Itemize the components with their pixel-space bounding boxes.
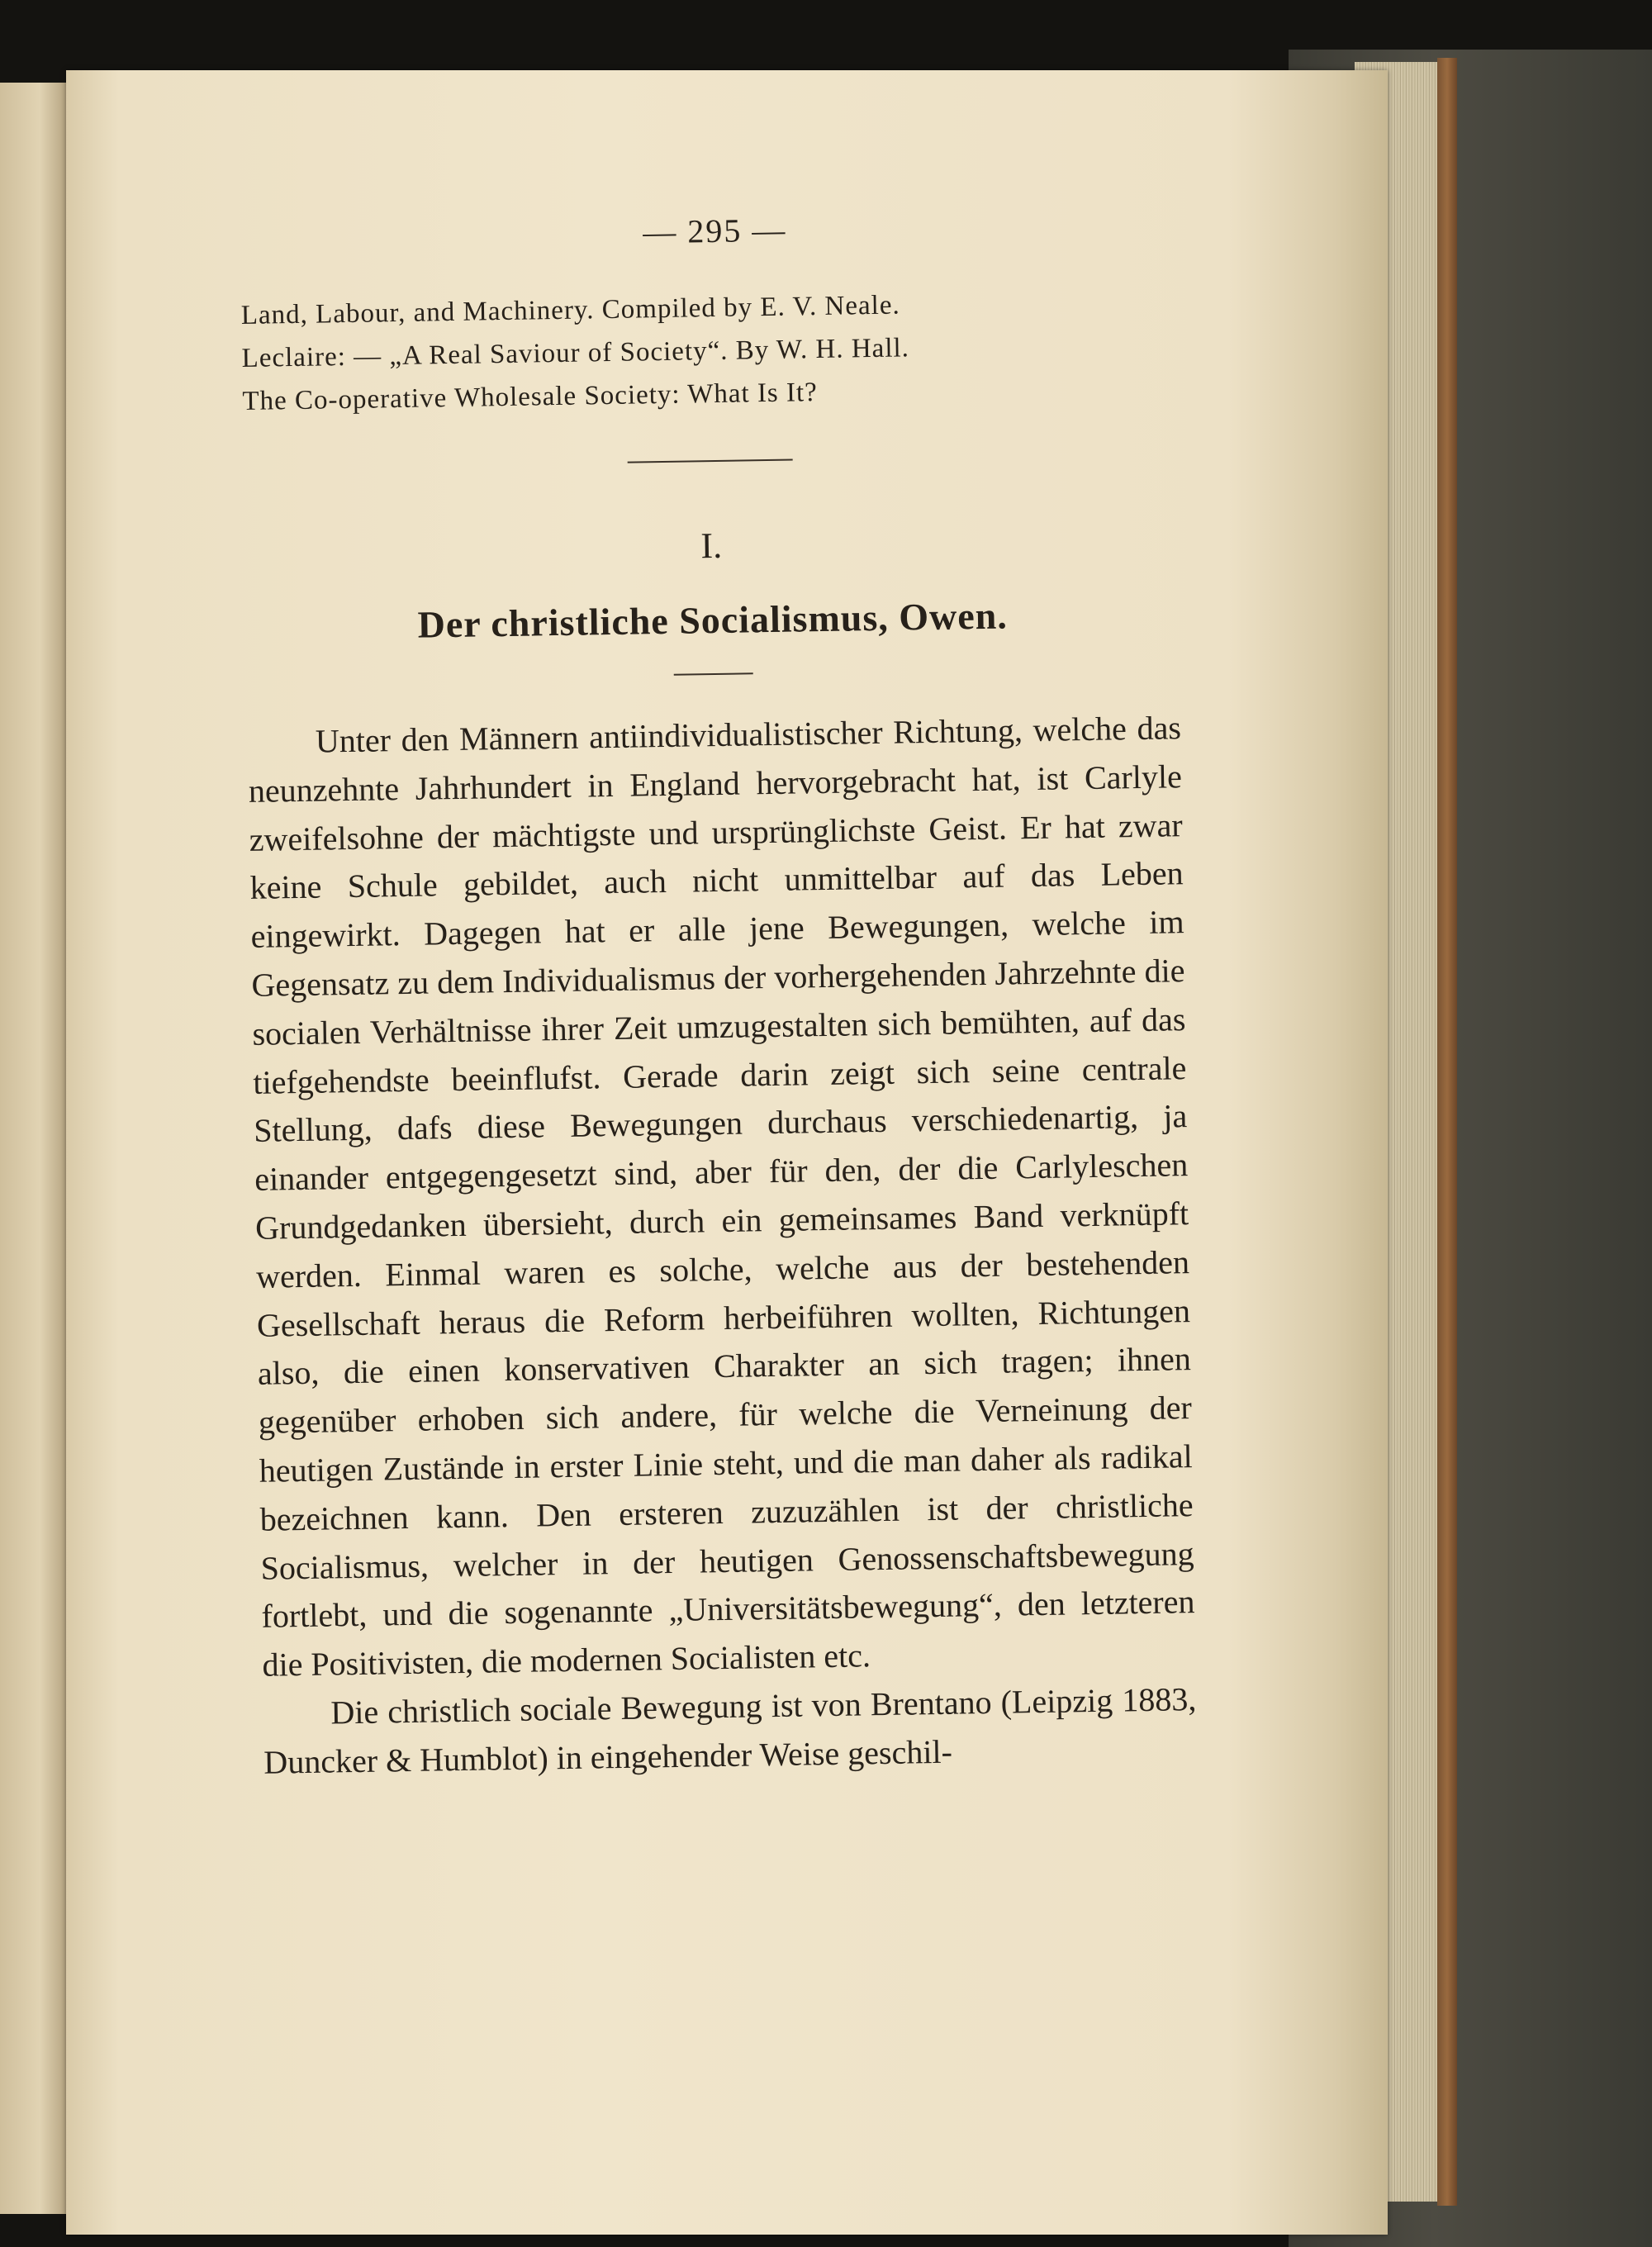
body-text (248, 704, 1198, 1787)
facing-page-edge (0, 83, 66, 2214)
page-number: — 295 — (642, 211, 787, 251)
title-divider (674, 672, 753, 676)
paragraph: Die christlich sociale Bewegung ist von Brentano (Leipzig 1883, Duncker & Humblot) in eingehender Weise geschil- (263, 1679, 1197, 1781)
section-divider (628, 459, 793, 463)
reference-line: Leclaire: — „A Real Saviour of Society“. By W. H. Hall. (241, 333, 910, 373)
chapter-number: I. (700, 525, 723, 567)
reference-list (240, 279, 1175, 423)
cover-binding-edge (1437, 58, 1457, 2206)
reference-line: The Co-operative Wholesale Society: What Is It? (242, 378, 819, 416)
chapter-title: Der christliche Socialismus, Owen. (417, 594, 1009, 646)
page-content (240, 204, 1198, 1787)
paragraph: Unter den Männern antiindividualistischer Richtung, welche das neunzehnte Jahrhundert in England hervorgebracht hat, ist Carlyle zweifelsohne der mächtigste und ursprünglichste Geist. Er hat zwar keine Schule gebildet, auch nicht unmittelbar auf das Leben eingewirkt. Dagegen hat er alle jene Bewegungen, welche im Gegensatz zu dem Individualismus der vorhergehenden Jahrzehnte die socialen Verhältnisse ihrer Zeit umzugestalten sich bemühten, auf das tiefgehendste beeinflufst. Gerade darin zeigt sich seine centrale Stellung, dafs diese Bewegungen durchaus verschiedenartig, ja einander entgegengesetzt sind, aber für den, der die Carlyleschen Grundgedanken übersieht, durch ein gemeinsames Band verknüpft werden. Einmal waren es solche, welche aus der bestehenden Gesellschaft heraus die Reform herbeiführen wollten, Richtungen also, die einen konservativen Charakter an sich tragen; ihnen gegenüber erhoben sich andere, für welche die Verneinung der heutigen Zustände in erster Linie steht, und die man daher als radikal bezeichnen kann. Den ersteren zuzuzählen ist der christliche Socialismus, welcher in der heutigen Genossenschaftsbewegung fortlebt, und die sogenannte „Universitätsbewegung“, den letzteren die Positivisten, die modernen Socialisten etc. (248, 709, 1195, 1684)
reference-line: Land, Labour, and Machinery. Compiled by E. V. Neale. (240, 290, 900, 330)
